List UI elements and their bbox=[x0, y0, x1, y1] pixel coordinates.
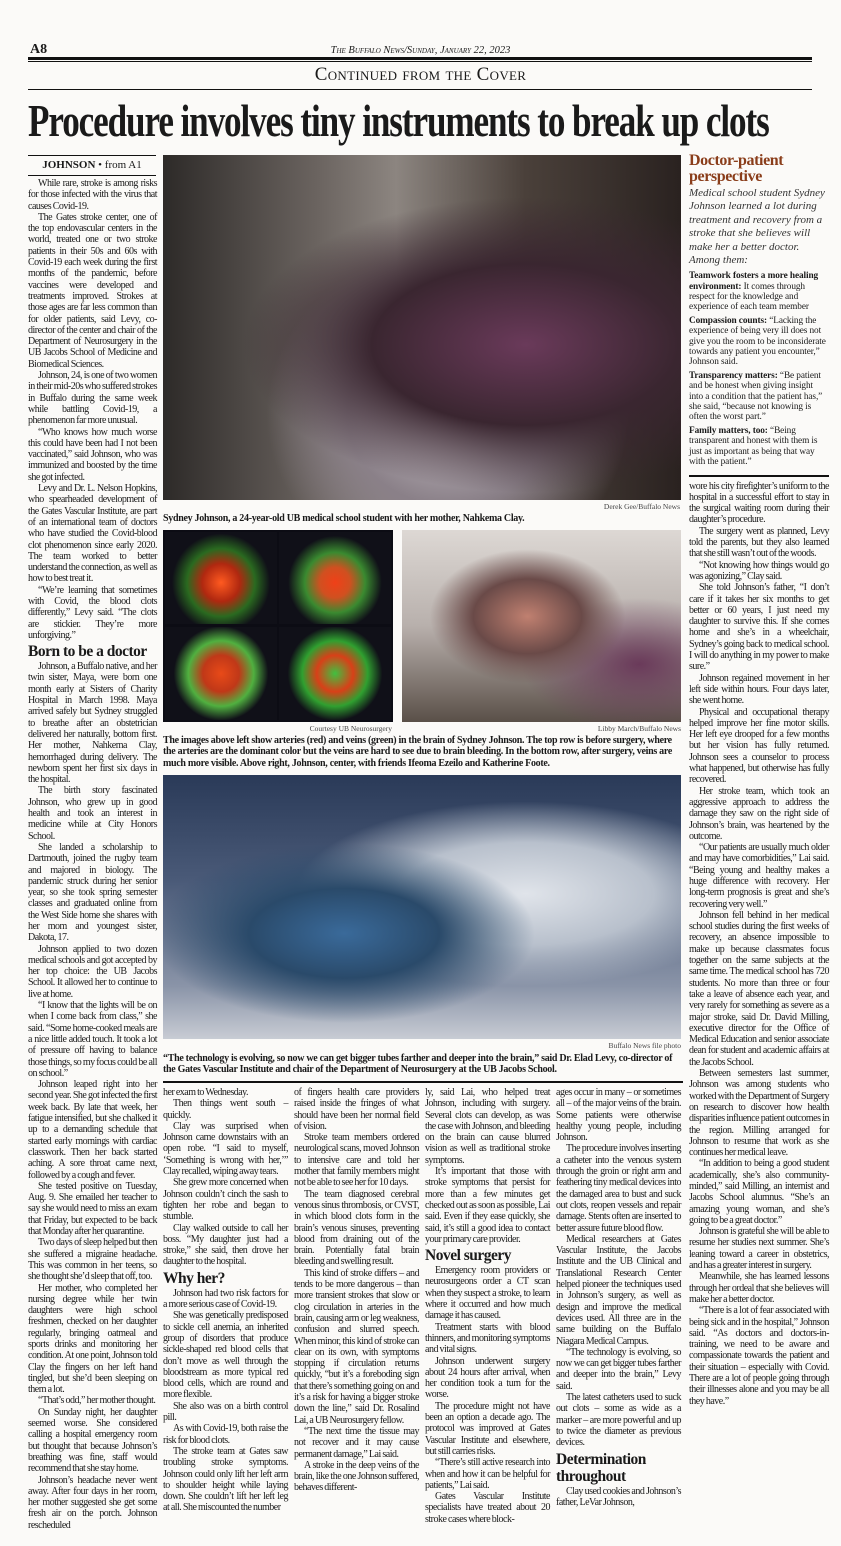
sidebar-item-text: It comes through respect for the knowledge and experience of each team member bbox=[689, 281, 809, 313]
paragraph: Her mother, who completed her nursing degree while her twin daughters were high school freshmen, checked on her daughter regularly, bringing oatmeal and sports drinks and monitoring her condition. At one point, Johnson told Clay the fingers on her left hand tingled, but she’d been sleeping on them a lot. bbox=[28, 1282, 157, 1396]
jump-name: JOHNSON bbox=[42, 159, 96, 171]
paragraph: She told Johnson’s father, “I don’t care if it takes her six months to get better or 60 years, I just need my daughter to survive this. If she comes home and she’s in a wheelchair, Sydney’s going back to medical school. I will do anything in my power to make sure.” bbox=[689, 582, 829, 673]
article-column-bottom-4 bbox=[556, 1087, 681, 1508]
paragraph: Johnson applied to two dozen medical schools and got accepted by her top choice: the UB Jacobs School. It allowed her to continue to live at home. bbox=[28, 943, 157, 1000]
paragraph: Johnson had two risk factors for a more serious case of Covid-19. bbox=[163, 1287, 288, 1311]
paragraph: It’s important that those with stroke symptoms that persist for more than a few minutes get checked out as soon as possible, Lai said. Even if they ease quickly, she said, it’s still a good idea to contact your primary care provider. bbox=[425, 1166, 550, 1245]
subhead: Born to be a doctor bbox=[28, 643, 147, 661]
paragraph: ages occur in many – or sometimes all – of the major veins of the brain. Some patients were otherwise healthy young people, including Johnson. bbox=[556, 1087, 681, 1144]
paragraph: As with Covid-19, both raise the risk for blood clots. bbox=[163, 1423, 288, 1446]
brain-scan-before-1 bbox=[165, 532, 277, 624]
paragraph: Johnson, 24, is one of two women in their mid-20s who suffered strokes in Buffalo during the same week while battling Covid-19, a phenomenon far more unusual. bbox=[28, 370, 158, 427]
page-number: A8 bbox=[30, 42, 48, 57]
jump-separator: • bbox=[95, 159, 105, 171]
paragraph: Gates Vascular Institute specialists have treated about 20 stroke cases where block- bbox=[425, 1491, 550, 1525]
paragraph: Treatment starts with blood thinners, and monitoring symptoms and vital signs. bbox=[425, 1321, 550, 1356]
right-column bbox=[689, 153, 829, 1407]
sidebar-item bbox=[689, 371, 829, 422]
paragraph: Clay used cookies and Johnson’s father, LeVar Johnson, bbox=[556, 1485, 681, 1508]
paragraph: Her stroke team, which took an aggressive approach to address the damage they saw on the right side of Johnson’s brain, was heartened by the outcome. bbox=[689, 785, 829, 842]
sidebar-item bbox=[689, 271, 829, 312]
sidebar-intro: Medical school student Sydney Johnson learned a lot during treatment and recovery from a stroke that she believes will make her a better doctor. Among them: bbox=[689, 187, 825, 267]
paragraph: Medical researchers at Gates Vascular Institute, the Jacobs Institute and the UB Clinical and Translational Research Center helped pioneer the techniques used in Johnson’s surgery, as well as design and improve the medical devices used. All three are in the same building on the Buffalo Niagara Medical Campus. bbox=[556, 1233, 681, 1347]
paragraph: Two days of sleep helped but then she suffered a migraine headache. This was common in her teens, so she thought she’d sleep that off, too. bbox=[28, 1237, 157, 1283]
paragraph: On Sunday night, her daughter seemed worse. She considered calling a hospital emergency room but thought that because Johnson’s breathing was fine, staff would recommend that she stay home. bbox=[28, 1406, 157, 1475]
sidebar-item-text: “Being transparent and honest with them is just as important as being that way with the patient.” bbox=[689, 426, 818, 467]
paragraph: “The technology is evolving, so now we can get bigger tubes farther and deeper into the brain,” Levy said. bbox=[556, 1346, 681, 1392]
paragraph: Clay walked outside to call her boss. “My daughter just had a stroke,” she said, then drove her daughter to the hospital. bbox=[163, 1222, 288, 1268]
paragraph: Clay was surprised when Johnson came downstairs with an open robe. “I said to myself, ‘Something is wrong with her,’” Clay recalled, wiping away tears. bbox=[163, 1120, 288, 1178]
divider-rule bbox=[163, 1081, 683, 1083]
paragraph: “Who knows how much worse this could have been had I not been vaccinated,” said Johnson, who was immunized and boosted by the time she got infected. bbox=[28, 426, 157, 483]
paragraph: This kind of stroke differs – and tends to be more dangerous – than more transient strokes that slow or clog circulation in arteries in the brain, causing arm or leg weakness, confusion and slurred speech. When minor, this kind of stroke can clear on its own, with symptoms stopping if circulation returns quickly, “but it’s a foreboding sign that there’s something going on and it’s a risk for having a bigger stroke down the line,” said Dr. Rosalind Lai, a UB Neurosurgery fellow. bbox=[294, 1267, 419, 1426]
article-column-bottom-3 bbox=[425, 1087, 550, 1525]
subhead: Determination throughout bbox=[556, 1450, 646, 1485]
paragraph: Johnson underwent surgery about 24 hours after arrival, when her condition took a turn for the worse. bbox=[425, 1355, 550, 1401]
photo-credit: Courtesy UB Neurosurgery bbox=[309, 724, 392, 733]
paragraph: “That’s odd,” her mother thought. bbox=[38, 1395, 156, 1407]
paragraph: She landed a scholarship to Dartmouth, joined the rugby team and majored in biology. The pandemic struck during her senior year, so she took spring semester classes and graduated online from the West Side home she shares with her mom and youngest sister, Dakota, 17. bbox=[28, 841, 157, 944]
brain-scan-before-2 bbox=[279, 532, 391, 624]
paragraph: her exam to Wednesday. bbox=[163, 1087, 249, 1098]
sidebar-item-text: “Lacking the experience of being very ill does not give you the room to be inconsiderate towards any patient you encounter,” Johnson said. bbox=[689, 316, 826, 368]
photo-credit: Libby March/Buffalo News bbox=[597, 724, 681, 733]
paragraph: Then things went south – quickly. bbox=[163, 1098, 288, 1121]
paragraph: The team diagnosed cerebral venous sinus thrombosis, or CVST, in which blood clots form in the brain’s venous sinuses, preventing blood from draining out of the brain. Potentially fatal brain bleeding and swelling result. bbox=[294, 1188, 419, 1268]
paragraph: “Not knowing how things would go was agonizing,” Clay said. bbox=[689, 559, 829, 582]
paragraph: She also was on a birth control pill. bbox=[163, 1400, 288, 1424]
sidebar-item-text: “Be patient and be honest when giving insight into a condition that the patient has,” she said, “because not knowing is often the worst part.” bbox=[689, 371, 823, 423]
paragraph: Levy and Dr. L. Nelson Hopkins, who spearheaded development of the Gates Vascular Institute, are part of an international team of doctors who have studied the Covid-blood clot phenomenon since early 2020. The team worked to better understand the connection, as well as how to best treat it. bbox=[28, 483, 157, 585]
paragraph: The latest catheters used to suck out clots – some as wide as a marker – are more powerful and up to twice the diameter as previous devices. bbox=[556, 1392, 681, 1449]
sidebar-rule bbox=[689, 475, 829, 477]
paragraph: “There’s still active research into when and how it can be helpful for patients,” Lai said. bbox=[425, 1457, 550, 1491]
paragraph: “The next time the tissue may not recover and it may cause permanent damage,” Lai said. bbox=[294, 1425, 419, 1460]
paragraph: A stroke in the deep veins of the brain, like the one Johnson suffered, behaves different- bbox=[294, 1459, 419, 1494]
paragraph: “In addition to being a good student academically, she’s also community-minded,” said Milling, an internist and Jacobs School alumnus. “She’s an amazing young woman, and she’s going to be a great doctor.” bbox=[689, 1158, 829, 1226]
headline bbox=[28, 96, 812, 148]
sidebar-item-label: Family matters, too: bbox=[689, 426, 768, 437]
paragraph: Physical and occupational therapy helped improve her fine motor skills. Her left eye drooped for a few months but her vision has fully returned. Johnson sees a counselor to process what happened, but otherwise has fully recovered. bbox=[689, 706, 829, 786]
paragraph: “There is a lot of fear associated with being sick and in the hospital,” Johnson said. “As doctors and doctors-in-training, we need to be aware and compassionate towards the patient and their situation – especially with Covid. There are a lot of people going through their illnesses alone and you may be all they have.” bbox=[689, 1305, 829, 1407]
jump-from: from A1 bbox=[104, 159, 142, 171]
photo-credit: Buffalo News file photo bbox=[608, 1041, 681, 1050]
article-column-right bbox=[689, 481, 829, 1407]
photo-caption: “The technology is evolving, so now we can get bigger tubes farther and deeper into the brain,” said Dr. Elad Levy, co-director of the Gates Vascular Institute and chair of the Department of Neurosurgery at the UB Jacobs School. bbox=[163, 1053, 673, 1076]
sidebar-item-label: Compassion counts: bbox=[689, 316, 768, 327]
section-label: Continued from the Cover bbox=[314, 64, 527, 85]
photo-johnson-with-friends bbox=[402, 530, 681, 722]
paragraph: The Gates stroke center, one of the top endovascular centers in the world, treated one or two stroke patients in their 50s and 60s with Covid-19 each week during the first months of the pandemic, before vaccines were developed and treatments improved. Strokes at those ages are far less common than for older patients, said Levy, co-director of the center and chair of the Department of Neurosurgery in the UB Jacobs School of Medicine and Biomedical Sciences. bbox=[28, 211, 157, 370]
subhead: Why her? bbox=[163, 1269, 225, 1287]
sidebar-item-label: Transparency matters: bbox=[689, 371, 778, 382]
photo-credit: Derek Gee/Buffalo News bbox=[603, 502, 680, 511]
paragraph: Johnson, a Buffalo native, and her twin sister, Maya, were born one month early at Sisters of Charity Hospital in March 1998. Maya arrived safely but Sydney struggled to breathe after an obstetrician delivered her naturally, bottom first. Her mother, Nahkema Clay, hemorrhaged during delivery. The newborn spent her first six days in the hospital. bbox=[28, 661, 157, 786]
paragraph: Between semesters last summer, Johnson was among students who worked with the Department of Surgery on research to discover how health disparities influence patient outcomes in the region. Milling arranged for Johnson to resume that work as she continues her medical leave. bbox=[689, 1068, 829, 1159]
paragraph: Johnson’s headache never went away. After four days in her room, her mother suggested she get some fresh air on the porch. Johnson rescheduled bbox=[28, 1474, 157, 1531]
paragraph: Johnson is grateful she will be able to resume her studies next summer. She’s leaning toward a career in obstetrics, and has a greater interest in surgery. bbox=[689, 1226, 829, 1272]
paragraph: ly, said Lai, who helped treat Johnson, including with surgery. Several clots can develop, as was the case with Johnson, and bleeding on the brain can cause blurred vision as well as traditional stroke symptoms. bbox=[425, 1087, 550, 1166]
sidebar-box bbox=[689, 153, 829, 467]
paragraph: Emergency room providers or neurosurgeons order a CT scan when they suspect a stroke, to learn where it occurred and how much damage it has caused. bbox=[425, 1265, 550, 1322]
section-rule bbox=[28, 89, 812, 90]
paragraph: “I know that the lights will be on when I come back from class,” she said. “Some home-cooked meals are a nice little added touch. It took a lot of pressure off having to balance those things, so my focus could be all on school.” bbox=[28, 1000, 157, 1079]
paragraph: “We’re learning that sometimes with Covid, the blood clots differently,” Levy said. “The clots are stickier. They’re more unforgiving.” bbox=[28, 584, 157, 641]
sidebar-item bbox=[689, 316, 829, 367]
brain-scan-after-2 bbox=[279, 627, 391, 720]
masthead-rule bbox=[28, 57, 812, 60]
sidebar-item bbox=[689, 426, 829, 467]
paragraph: She was genetically predisposed to sickle cell anemia, an inherited group of disorders that produce sickle-shaped red blood cells that don’t move as well through the bloodstream as more typical red blood cells, which are round and more flexible. bbox=[163, 1310, 288, 1401]
photo-caption: The images above left show arteries (red) and veins (green) in the brain of Sydney Johnson. The top row is before surgery, where the arteries are the dominant color but the veins are hard to see due to brain bleeding. In the bottom row, after surgery, veins are much more visible. Above right, Johnson, center, with friends Ifeoma Ezeilo and Katherine Foote. bbox=[163, 735, 672, 769]
headline-text: Procedure involves tiny instruments to break up clots bbox=[28, 96, 769, 146]
paragraph: of fingers health care providers raised inside the fringes of what should have been her normal field of vision. bbox=[294, 1087, 419, 1132]
brain-scans-grid bbox=[163, 530, 393, 722]
paragraph: Johnson regained movement in her left side within hours. Four days later, she went home. bbox=[689, 672, 829, 707]
jump-line bbox=[28, 155, 156, 176]
article-column-left bbox=[28, 178, 157, 1531]
paragraph: She grew more concerned when Johnson couldn’t cinch the sash to tighten her robe and began to stumble. bbox=[163, 1177, 288, 1223]
paragraph: She tested positive on Tuesday, Aug. 9. She emailed her teacher to say she would need to miss an exam that Friday, but expected to be back that Monday after her quarantine. bbox=[28, 1180, 157, 1238]
paragraph: Johnson fell behind in her medical school studies during the first weeks of recovery, an absence impossible to make up because classmates focus together on the same subjects at the same time. The medical school has 720 students. No more than three or four take a leave of absence each year, and very rarely for something as severe as a major stroke, said Dr. David Milling, executive director for the Office of Medical Education and senior associate dean for student and academic affairs at the Jacobs School. bbox=[689, 909, 829, 1068]
masthead-rule bbox=[28, 61, 812, 62]
paragraph: Stroke team members ordered neurological scans, moved Johnson to intensive care and told her mother that family members might not be able to see her for 10 days. bbox=[294, 1132, 419, 1189]
sidebar-title: Doctor-patient perspective bbox=[689, 152, 784, 185]
paragraph: The stroke team at Gates saw troubling stroke symptoms. Johnson could only lift her left arm to shoulder height while laying down. She couldn’t lift her left leg at all. She miscounted the number bbox=[163, 1445, 288, 1514]
paragraph: The surgery went as planned, Levy told the parents, but they also learned that she still wasn’t out of the woods. bbox=[689, 525, 829, 560]
paragraph: The birth story fascinated Johnson, who grew up in good health and took an interest in medicine while at City Honors School. bbox=[28, 785, 157, 842]
paragraph: Meanwhile, she has learned lessons through her ordeal that she believes will make her a better doctor. bbox=[689, 1271, 829, 1305]
photo-dr-levy bbox=[163, 775, 681, 1039]
paragraph: The procedure involves inserting a catheter into the venous system through the groin or right arm and feathering tiny medical devices into the damaged area to bust and suck out clots, reopen vessels and repair damage. Stents often are inserted to better assure future blood flow. bbox=[556, 1143, 681, 1234]
article-column-bottom-1 bbox=[163, 1087, 288, 1514]
photo-caption: Sydney Johnson, a 24-year-old UB medical school student with her mother, Nahkema Clay. bbox=[163, 513, 525, 524]
brain-scan-after-1 bbox=[165, 627, 277, 720]
paragraph: While rare, stroke is among risks for those infected with the virus that causes Covid-19. bbox=[28, 178, 157, 212]
photo-johnson-and-mother bbox=[163, 155, 681, 500]
paragraph: “Our patients are usually much older and may have comorbidities,” Lai said. “Being young and healthy makes a huge difference with recovery. Her long-term prognosis is great and she’s recovering very well.” bbox=[689, 842, 829, 910]
article-column-bottom-2 bbox=[294, 1087, 419, 1494]
paragraph: wore his city firefighter’s uniform to the hospital in a successful effort to stay in the surgical waiting room during their daughter’s procedure. bbox=[689, 480, 829, 526]
sidebar-item-label: Teamwork fosters a more healing environment: bbox=[689, 271, 819, 292]
subhead: Novel surgery bbox=[425, 1247, 512, 1265]
paragraph: The procedure might not have been an option a decade ago. The protocol was improved at Gates Vascular Institute and elsewhere, but still carries risks. bbox=[425, 1400, 550, 1457]
dateline: The Buffalo News/Sunday, January 22, 2023 bbox=[330, 45, 511, 56]
paragraph: Johnson leaped right into her second year. She got infected the first week back. By late that week, her fatigue intensified, but she chalked it up to a demanding schedule that started early mornings with cardiac classwork. Then her back started aching. A sore throat came next, followed by a cough and fever. bbox=[28, 1079, 157, 1181]
